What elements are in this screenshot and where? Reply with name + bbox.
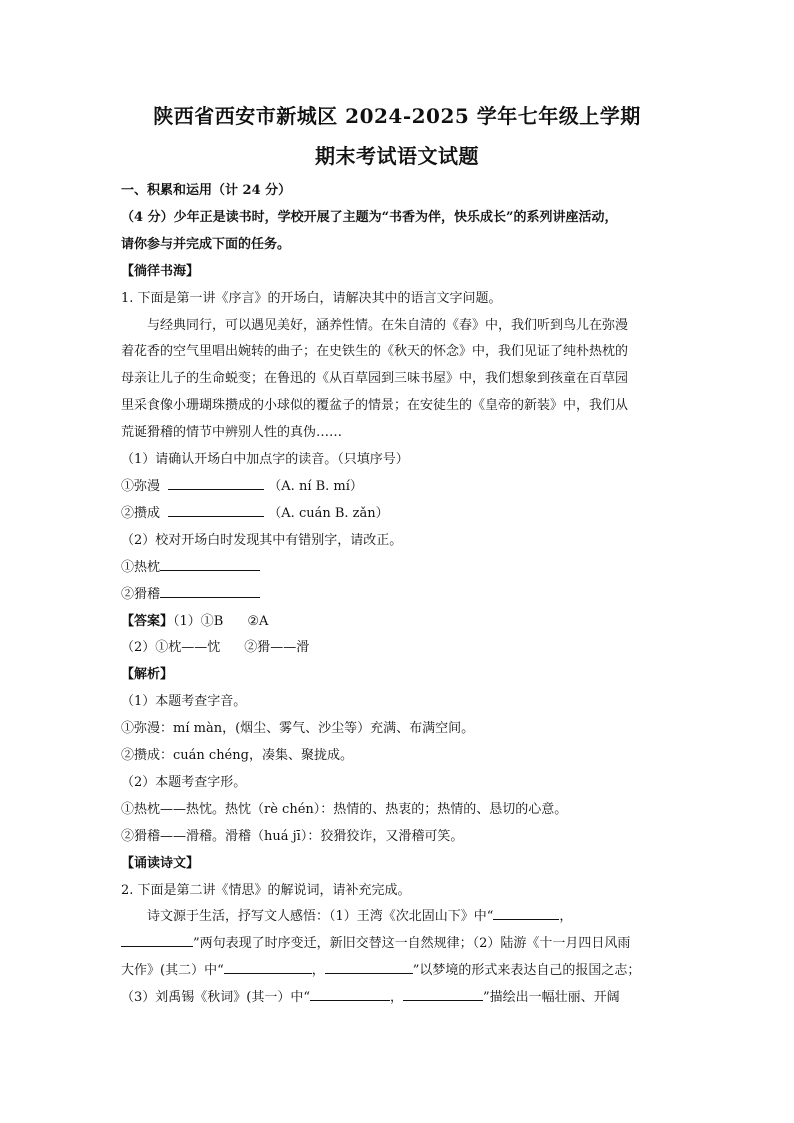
answer-blank[interactable] — [493, 904, 559, 920]
passage-text: ， — [390, 990, 404, 1006]
passage-text: ”描绘出一幅壮丽、开阔 — [483, 990, 620, 1006]
analysis-line: ②猾稽——滑稽。滑稽（huá jī）：狡猾狡诈，又滑稽可笑。 — [121, 828, 464, 844]
item-label: ①弥漫 — [121, 478, 161, 494]
passage-text: 大作》(其二）中“ — [121, 963, 224, 979]
analysis-line: ②攒成：cuán chéng，凑集、聚拢成。 — [121, 748, 353, 764]
section-heading: 一、积累和运用（计 24 分） — [121, 183, 292, 198]
passage-line: 着花香的空气里唱出婉转的曲子；在史铁生的《秋天的怀念》中，我们见证了纯朴热枕的 — [121, 344, 629, 360]
document-body — [121, 178, 677, 1012]
answer-item — [121, 474, 677, 501]
passage-text: ”两句表现了时序变迁，新旧交替这一自然规律；（2）陆游《十一月四日风雨 — [193, 936, 631, 952]
passage-line: 母亲让儿子的生命蜕变；在鲁迅的《从百草园到三味书屋》中，我们想象到孩童在百草园 — [121, 371, 629, 387]
analysis-line: （1）本题考查字音。 — [121, 694, 247, 710]
passage-line: 里采食像小珊瑚珠攒成的小球似的覆盆子的情景；在安徒生的《皇帝的新装》中，我们从 — [121, 398, 629, 414]
question-stem: 1. 下面是第一讲《序言》的开场白，请解决其中的语言文字问题。 — [121, 290, 502, 306]
item-label: ②猾稽 — [121, 586, 161, 602]
passage-text: ， — [559, 909, 573, 925]
passage-text: 诗文源于生活，抒写文人感悟：（1）王湾《次北固山下》中“ — [147, 909, 494, 925]
section-intro-line: （4 分）少年正是读书时，学校开展了主题为“书香为伴，快乐成长”的系列讲座活动， — [121, 209, 618, 225]
passage-line — [121, 985, 677, 1012]
answer-label: 【答案】 — [121, 613, 174, 629]
part-heading: 【徜徉书海】 — [121, 263, 200, 279]
passage-line — [121, 958, 677, 985]
part-heading: 【诵读诗文】 — [121, 855, 200, 871]
analysis-line: （2）本题考查字形。 — [121, 774, 247, 790]
item-options: （A. ní B. mí） — [268, 478, 363, 494]
answer-blank[interactable] — [121, 931, 193, 947]
passage-line — [121, 904, 677, 931]
document-title: 陕西省西安市新城区 2024-2025 学年七年级上学期 — [153, 104, 641, 128]
answer-blank[interactable] — [403, 985, 483, 1001]
passage-line — [121, 931, 677, 958]
document-subtitle: 期末考试语文试题 — [315, 144, 479, 168]
answer-text: （2）①枕——忱 — [121, 640, 221, 656]
answer-blank[interactable] — [168, 501, 264, 517]
analysis-line: ①弥漫：mí màn，(烟尘、雾气、沙尘等）充满、布满空间。 — [121, 721, 475, 737]
answer-item — [121, 555, 677, 582]
answer-item — [121, 582, 677, 609]
answer-line — [121, 635, 677, 662]
answer-text: （1）①B — [173, 613, 224, 629]
answer-blank[interactable] — [160, 582, 260, 598]
item-options: （A. cuán B. zǎn） — [268, 505, 389, 521]
item-label: ②攒成 — [121, 505, 161, 521]
passage-line: 荒诞猾稽的情节中辨别人性的真伪…… — [121, 425, 343, 441]
question-stem: 2. 下面是第二讲《情思》的解说词，请补充完成。 — [121, 882, 411, 898]
sub-question: （2）校对开场白时发现其中有错别字，请改正。 — [121, 532, 403, 548]
passage-text: ”以梦境的形式来表达自己的报国之志； — [412, 963, 641, 979]
section-intro-line: 请你参与并完成下面的任务。 — [121, 236, 291, 252]
answer-blank[interactable] — [160, 555, 260, 571]
answer-blank[interactable] — [168, 474, 264, 490]
passage-text: （3）刘禹锡《秋词》(其一）中“ — [121, 990, 310, 1006]
analysis-line: ①热枕——热忱。热忱（rè chén）：热情的、热衷的；热情的、恳切的心意。 — [121, 801, 568, 817]
passage-line: 与经典同行，可以遇见美好，涵养性情。在朱自清的《春》中，我们听到鸟儿在弥漫 — [147, 317, 629, 333]
sub-question: （1）请确认开场白中加点字的读音。（只填序号） — [121, 452, 409, 468]
answer-blank[interactable] — [310, 985, 390, 1001]
answer-line — [121, 609, 677, 636]
answer-text: ②A — [247, 613, 269, 629]
answer-text: ②猾——滑 — [244, 640, 310, 656]
analysis-label: 【解析】 — [121, 667, 174, 683]
item-label: ①热枕 — [121, 559, 161, 575]
answer-item — [121, 501, 677, 528]
answer-blank[interactable] — [325, 958, 413, 974]
passage-text: ， — [311, 963, 325, 979]
answer-blank[interactable] — [224, 958, 312, 974]
